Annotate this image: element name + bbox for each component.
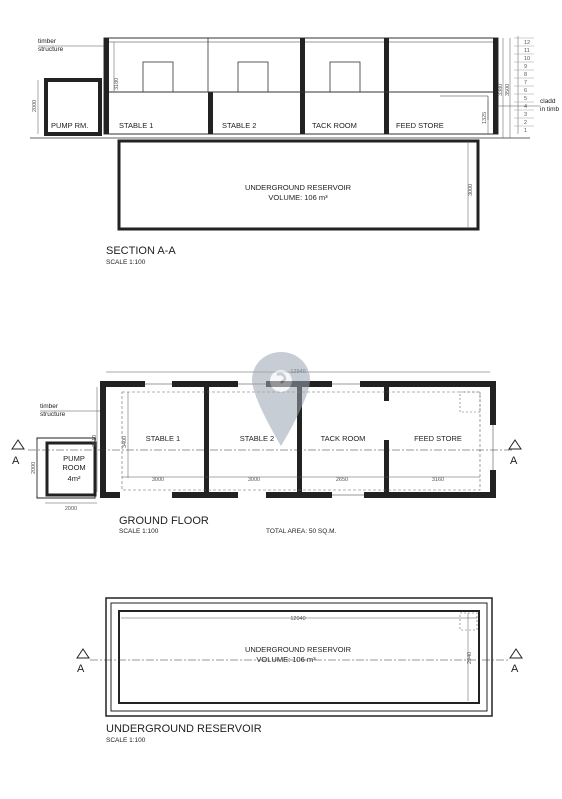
section-timber-label-1: timber — [38, 38, 57, 45]
section-clad-label-2: in timb — [540, 106, 560, 113]
ground-section-marker-left: A — [12, 455, 20, 467]
level-label: 9 — [524, 64, 528, 70]
section-room-stable-2: STABLE 2 — [222, 121, 257, 130]
section-right-a-dim: 3380 — [498, 83, 504, 96]
level-label: 10 — [524, 56, 531, 62]
ground-room-tack: TACK ROOM — [320, 434, 366, 443]
section-aa-drawing — [30, 36, 560, 266]
section-right-c-dim: 1325 — [482, 111, 488, 124]
level-label: 6 — [524, 88, 528, 94]
ground-bay-dim-1: 3000 — [151, 477, 165, 483]
ground-room-feed: FEED STORE — [414, 434, 462, 443]
ground-pump-depth-dim: 2000 — [31, 461, 37, 474]
reservoir-title: UNDERGROUND RESERVOIR — [106, 723, 262, 735]
reservoir-section-marker-left: A — [77, 663, 85, 675]
level-label: 1 — [524, 128, 528, 134]
section-room-tack: TACK ROOM — [312, 121, 357, 130]
ground-room-stable-2: STABLE 2 — [239, 434, 275, 443]
ground-depth-dim: 3400 — [122, 435, 128, 448]
ground-top-left-dim: 3610 — [92, 434, 98, 447]
ground-title: GROUND FLOOR — [119, 515, 209, 527]
level-label: 8 — [524, 72, 528, 78]
ground-timber-label-1: timber — [40, 403, 59, 410]
section-reservoir-label: UNDERGROUND RESERVOIR — [244, 183, 352, 192]
reservoir-length-dim: 12040 — [290, 616, 306, 622]
section-clad-label-1: cladd — [540, 98, 556, 105]
level-label: 7 — [524, 80, 528, 86]
ground-timber-label-2: structure — [40, 411, 66, 418]
ground-scale: SCALE 1:100 — [119, 528, 159, 535]
section-room-pump: PUMP RM. — [51, 121, 89, 130]
section-room-feed: FEED STORE — [396, 121, 444, 130]
level-label: 12 — [524, 40, 531, 46]
section-pump-height-dim: 2000 — [32, 99, 38, 112]
section-room-stable-1: STABLE 1 — [119, 121, 154, 130]
reservoir-scale: SCALE 1:100 — [106, 737, 146, 744]
reservoir-section-marker-right: A — [511, 663, 519, 675]
ground-total-area: TOTAL AREA: 50 SQ.M. — [266, 528, 337, 535]
ground-bay-dim-4: 3160 — [431, 477, 445, 483]
level-label: 3 — [524, 112, 528, 118]
level-ruler — [514, 36, 534, 134]
ground-bay-dim-2: 3000 — [247, 477, 261, 483]
underground-reservoir-plan — [77, 598, 522, 744]
level-label: 2 — [524, 120, 528, 126]
section-wall-height-dim: 3180 — [114, 77, 120, 90]
section-title: SECTION A-A — [106, 245, 176, 257]
section-right-b-dim: 3500 — [505, 83, 511, 96]
pump-room-label-1: PUMP — [63, 454, 85, 463]
pump-room-area: 4m² — [67, 474, 81, 483]
ground-section-marker-right: A — [510, 455, 518, 467]
section-timber-label-2: structure — [38, 46, 64, 53]
ground-bay-dim-3: 2650 — [335, 477, 349, 483]
section-reservoir-depth-dim: 3000 — [468, 183, 474, 196]
level-label: 11 — [524, 48, 530, 54]
reservoir-volume: VOLUME: 106 m³ — [256, 655, 316, 664]
pump-room-label-2: ROOM — [62, 463, 86, 472]
section-scale: SCALE 1:100 — [106, 259, 146, 266]
level-label: 4 — [524, 104, 528, 110]
ground-room-stable-1: STABLE 1 — [145, 434, 181, 443]
level-label: 5 — [524, 96, 528, 102]
section-reservoir-volume: VOLUME: 106 m³ — [268, 193, 328, 202]
reservoir-width-dim: 2940 — [467, 651, 473, 664]
ground-pump-width-dim: 2000 — [64, 506, 78, 512]
reservoir-label: UNDERGROUND RESERVOIR — [244, 645, 352, 654]
